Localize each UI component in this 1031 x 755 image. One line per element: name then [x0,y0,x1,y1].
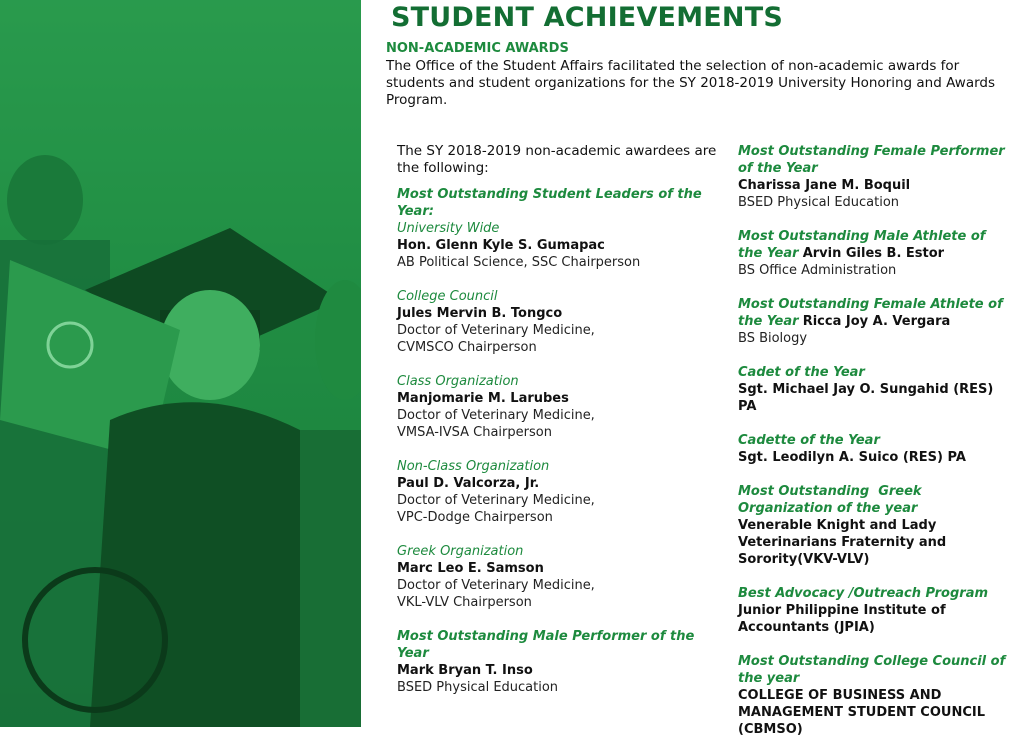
award-male-athlete [738,228,1013,279]
awardees-lead-text: The SY 2018-2019 non-academic awardees are the following: [397,143,717,176]
award-title: Cadet of the Year [738,365,865,380]
awardee-description: Doctor of Veterinary Medicine, [397,493,595,508]
awardee-description: BSED Physical Education [738,195,900,210]
awardee-name: Arvin Giles B. Estor [802,246,945,261]
award-college-council [738,653,1013,738]
award-title: Best Advocacy /Outreach Program [738,586,989,601]
award-cadette [738,432,1013,466]
awards-column-right [738,143,1013,755]
awardee-description: Doctor of Veterinary Medicine, [397,323,595,338]
award-title: Most Outstanding Greek Organization of the year [738,484,927,516]
awardee-name: Hon. Glenn Kyle S. Gumapac [397,238,605,253]
intro-paragraph: The Office of the Student Affairs facilitated the selection of non-academic awards for students and student organizations for the SY 2018-2019 University Honoring and Awards Program. [386,58,996,108]
awardee-name: Mark Bryan T. Inso [397,663,533,678]
award-title: Cadette of the Year [738,433,880,448]
awardee-description: Doctor of Veterinary Medicine, [397,408,595,423]
awardee-description: BS Office Administration [738,263,897,278]
award-title: Most Outstanding College Council of the year [738,654,1006,686]
award-category: Greek Organization [397,544,524,559]
award-entry-college-council [397,288,717,356]
awardee-description: CVMSCO Chairperson [397,340,537,355]
awardee-description: BSED Physical Education [397,680,559,695]
awardee-name: Sgt. Leodilyn A. Suico (RES) PA [738,450,966,465]
awardee-description: Doctor of Veterinary Medicine, [397,578,595,593]
graduation-illustration [0,0,361,727]
page-title: STUDENT ACHIEVEMENTS [391,2,783,33]
award-student-leaders [397,186,717,271]
graduation-photo [0,0,361,727]
awardee-name: Manjomarie M. Larubes [397,391,569,406]
award-category: College Council [397,289,498,304]
awardee-name: Sgt. Michael Jay O. Sungahid (RES) PA [738,382,994,414]
section-subtitle: NON-ACADEMIC AWARDS [386,41,569,56]
awardee-name: Junior Philippine Institute of Accountants (JPIA) [738,603,946,635]
awardee-name: Jules Mervin B. Tongco [397,306,563,321]
awardee-name: Charissa Jane M. Boquil [738,178,911,193]
awards-column-left [397,143,717,713]
award-male-performer [397,628,717,696]
award-title: Most Outstanding Male Athlete of the Year [738,229,986,261]
awardee-description: VMSA-IVSA Chairperson [397,425,552,440]
award-entry-non-class-organization [397,458,717,526]
awardee-description: VPC-Dodge Chairperson [397,510,553,525]
awardee-name: Marc Leo E. Samson [397,561,544,576]
award-title: Most Outstanding Student Leaders of the Year: [397,187,702,219]
award-entry-class-organization [397,373,717,441]
award-category: Non-Class Organization [397,459,550,474]
awardee-name: Venerable Knight and Lady Veterinarians Fraternity and Sorority(VKV-VLV) [738,518,947,567]
awardee-name: Paul D. Valcorza, Jr. [397,476,540,491]
award-cadet [738,364,1013,415]
award-category: Class Organization [397,374,519,389]
award-greek-organization [738,483,1013,568]
awardee-description: BS Biology [738,331,808,346]
award-female-athlete [738,296,1013,347]
award-female-performer [738,143,1013,211]
awardee-name: Ricca Joy A. Vergara [802,314,951,329]
award-entry-greek-organization [397,543,717,611]
award-title: Most Outstanding Female Athlete of the Year [738,297,1003,329]
awardee-description: VKL-VLV Chairperson [397,595,532,610]
award-advocacy-program [738,585,1013,636]
award-title: Most Outstanding Male Performer of the Year [397,629,695,661]
award-category: University Wide [397,221,500,236]
awardee-description: AB Political Science, SSC Chairperson [397,255,641,270]
award-title: Most Outstanding Female Performer of the Year [738,144,1005,176]
awardee-name: COLLEGE OF BUSINESS AND MANAGEMENT STUDENT COUNCIL (CBMSO) [738,688,985,737]
